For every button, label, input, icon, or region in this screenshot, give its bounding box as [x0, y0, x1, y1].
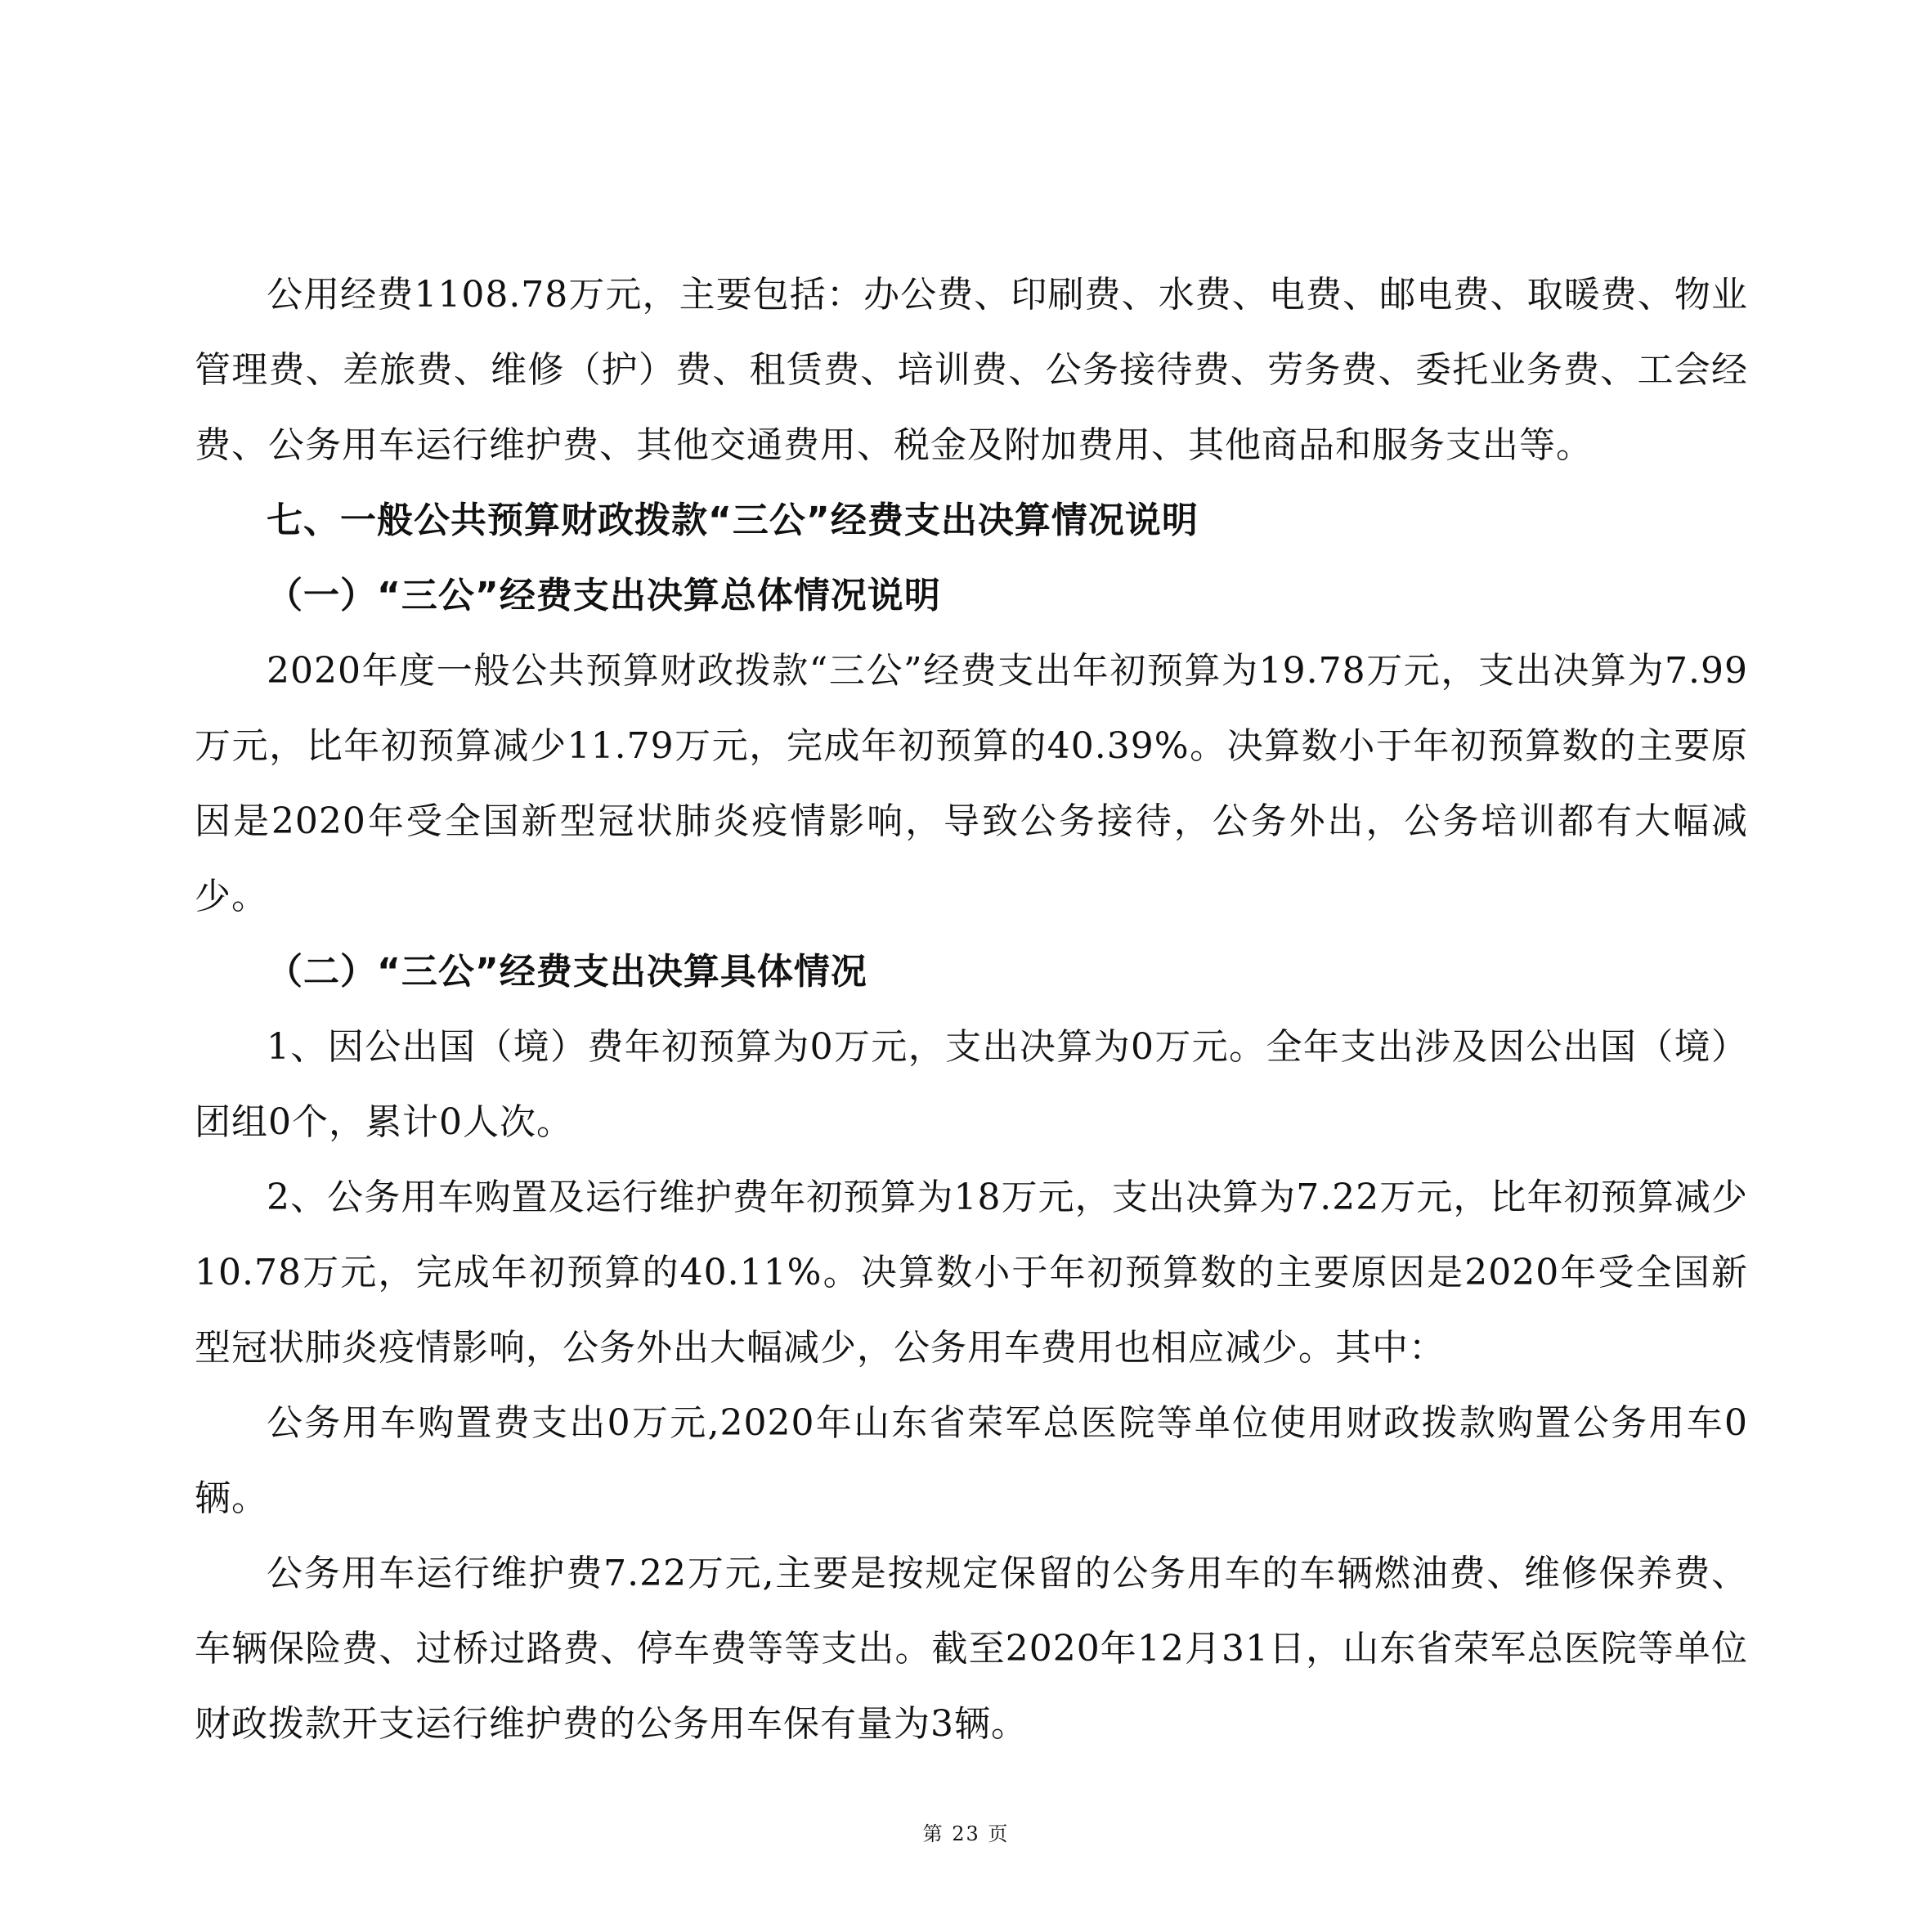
- paragraph-overseas-travel: 1、因公出国（境）费年初预算为0万元，支出决算为0万元。全年支出涉及因公出国（境）团组0个，累计0人次。: [195, 1026, 1748, 1143]
- subsection-heading-two: （二）“三公”经费支出决算具体情况: [267, 951, 867, 993]
- paragraph-vehicle-expenses: 2、公务用车购置及运行维护费年初预算为18万元，支出决算为7.22万元，比年初预算减少10.78万元，完成年初预算的40.11%。决算数小于年初预算数的主要原因是2020年受全国新型冠状肺炎疫情影响，公务外出大幅减少，公务用车费用也相应减少。其中：: [195, 1177, 1748, 1369]
- section-heading-seven: 七、一般公共预算财政拨款“三公”经费支出决算情况说明: [267, 500, 1199, 541]
- page-number: 第 23 页: [922, 1822, 1010, 1845]
- paragraph-vehicle-purchase: 公务用车购置费支出0万元,2020年山东省荣军总医院等单位使用财政拨款购置公务用车0辆。: [195, 1402, 1748, 1519]
- subsection-heading-one: （一）“三公”经费支出决算总体情况说明: [267, 575, 941, 616]
- paragraph-public-expenses: 公用经费1108.78万元，主要包括：办公费、印刷费、水费、电费、邮电费、取暖费、物业管理费、差旅费、维修（护）费、租赁费、培训费、公务接待费、劳务费、委托业务费、工会经费、公务用车运行维护费、其他交通费用、税金及附加费用、其他商品和服务支出等。: [195, 274, 1748, 466]
- document-body: [195, 258, 1748, 1762]
- paragraph-overall-situation: 2020年度一般公共预算财政拨款“三公”经费支出年初预算为19.78万元，支出决算为7.99万元，比年初预算减少11.79万元，完成年初预算的40.39%。决算数小于年初预算数的主要原因是2020年受全国新型冠状肺炎疫情影响，导致公务接待，公务外出，公务培训都有大幅减少。: [195, 650, 1748, 917]
- paragraph-vehicle-maintenance: 公务用车运行维护费7.22万元,主要是按规定保留的公务用车的车辆燃油费、维修保养费、车辆保险费、过桥过路费、停车费等等支出。截至2020年12月31日，山东省荣军总医院等单位财政拨款开支运行维护费的公务用车保有量为3辆。: [195, 1553, 1748, 1745]
